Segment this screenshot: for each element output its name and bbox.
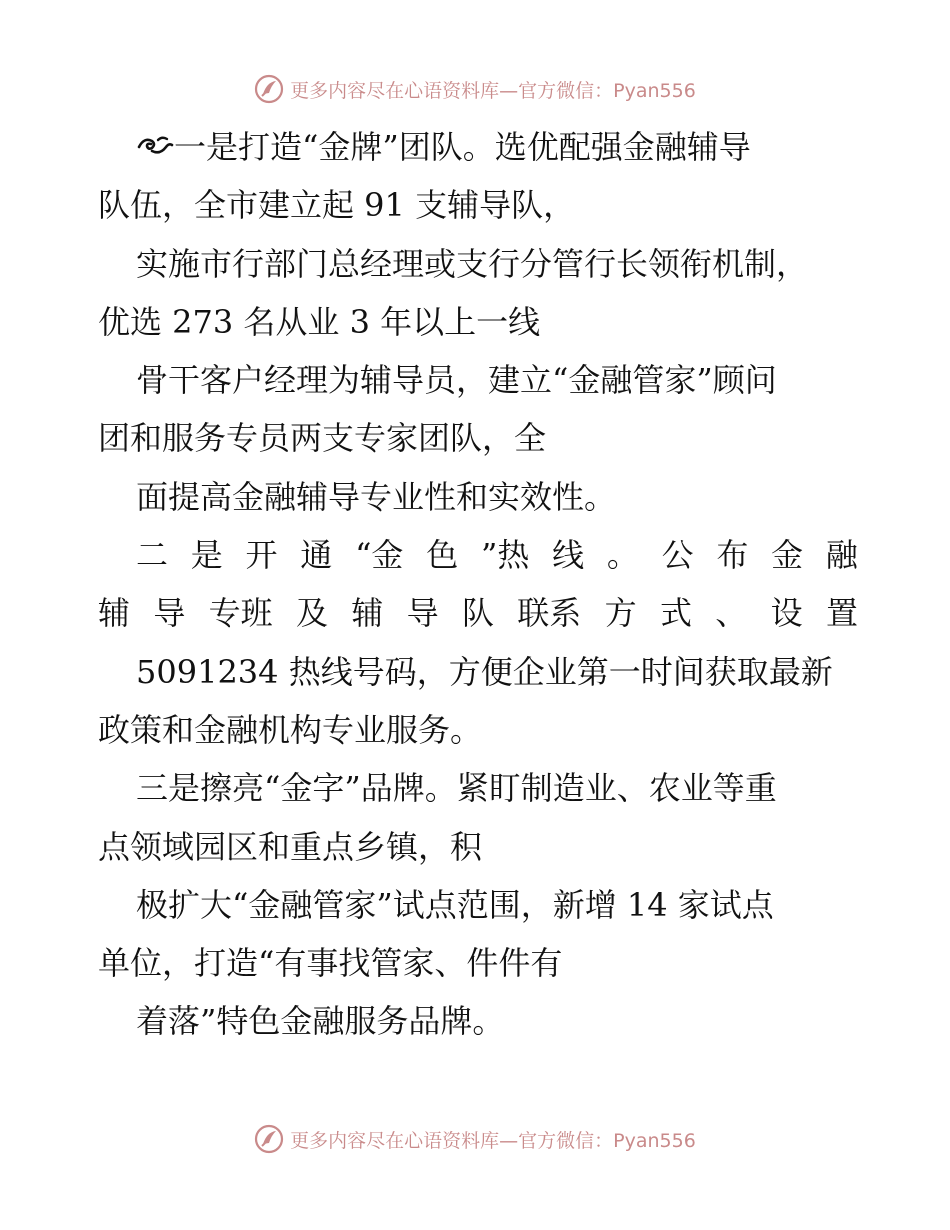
- brand-logo-icon: [254, 74, 284, 104]
- paragraph-line-14: 极扩大“金融管家”试点范围，新增 14 家试点: [136, 885, 774, 924]
- spaced-token: 置: [825, 594, 858, 633]
- spaced-token: 队: [461, 594, 494, 633]
- paragraph-line-16: 着落”特色金融服务品牌。: [136, 1002, 505, 1041]
- spaced-token: 开: [245, 536, 278, 575]
- paragraph-line-12: 三是擦亮“金字”品牌。紧盯制造业、农业等重: [136, 769, 777, 808]
- spaced-token: 辅: [98, 594, 131, 633]
- spaced-token: 二: [136, 536, 169, 575]
- document-body: [98, 118, 858, 1051]
- brand-logo-icon: [254, 1124, 284, 1154]
- spaced-token: 专班: [208, 594, 273, 633]
- paragraph-line-3: 实施市行部门总经理或支行分管行长领衔机制，: [136, 244, 809, 283]
- spaced-token: 是: [190, 536, 223, 575]
- spaced-token: 通: [300, 536, 333, 575]
- header-watermark: [0, 72, 950, 106]
- spaced-token: ”热: [480, 536, 530, 575]
- paragraph-line-8: [98, 526, 858, 584]
- footer-watermark: [0, 1122, 950, 1156]
- spaced-token: “金: [355, 536, 404, 575]
- spaced-token: 导: [406, 594, 439, 633]
- spaced-token: 公: [661, 536, 694, 575]
- paragraph-line-6: 团和服务专员两支专家团队，全: [98, 419, 547, 458]
- paragraph-line-15: 单位，打造“有事找管家、件件有: [98, 944, 563, 983]
- spaced-token: 布: [716, 536, 749, 575]
- spaced-token: 辅: [351, 594, 384, 633]
- spaced-token: 金: [771, 536, 804, 575]
- spaced-token: 方: [604, 594, 637, 633]
- watermark-handle: Pyan556: [613, 1129, 696, 1152]
- watermark-handle: Pyan556: [613, 79, 696, 102]
- paragraph-line-13: 点领域园区和重点乡镇，积: [98, 827, 483, 866]
- spaced-token: 融: [825, 536, 858, 575]
- spaced-token: 。: [606, 536, 639, 575]
- spaced-token: 联系: [517, 594, 582, 633]
- watermark-text: 更多内容尽在心语资料库—官方微信：Pyan556: [290, 79, 696, 102]
- watermark-text: 更多内容尽在心语资料库—官方微信：Pyan556: [290, 1129, 696, 1152]
- paragraph-line-10: 5091234 热线号码，方便企业第一时间获取最新: [136, 652, 833, 691]
- paragraph-line-7: 面提高金融辅导专业性和实效性。: [136, 477, 617, 516]
- paragraph-line-9: [98, 584, 858, 642]
- paragraph-line-4: 优选 273 名从业 3 年以上一线: [98, 302, 541, 341]
- paragraph-line-1: 一是打造“金牌”团队。选优配强金融辅导: [98, 118, 858, 176]
- spaced-token: 线: [552, 536, 585, 575]
- spaced-token: 导: [153, 594, 186, 633]
- spaced-token: 、: [715, 594, 748, 633]
- spaced-token: 及: [295, 594, 328, 633]
- spaced-token: 色: [426, 536, 459, 575]
- paragraph-line-5: 骨干客户经理为辅导员，建立“金融管家”顾问: [136, 361, 777, 400]
- decorative-flourish-icon: [136, 131, 174, 161]
- paragraph-line-11: 政策和金融机构专业服务。: [98, 710, 483, 749]
- spaced-token: 设: [770, 594, 803, 633]
- spaced-token: 式: [659, 594, 692, 633]
- paragraph-line-2: 队伍，全市建立起 91 支辅导队，: [98, 186, 576, 225]
